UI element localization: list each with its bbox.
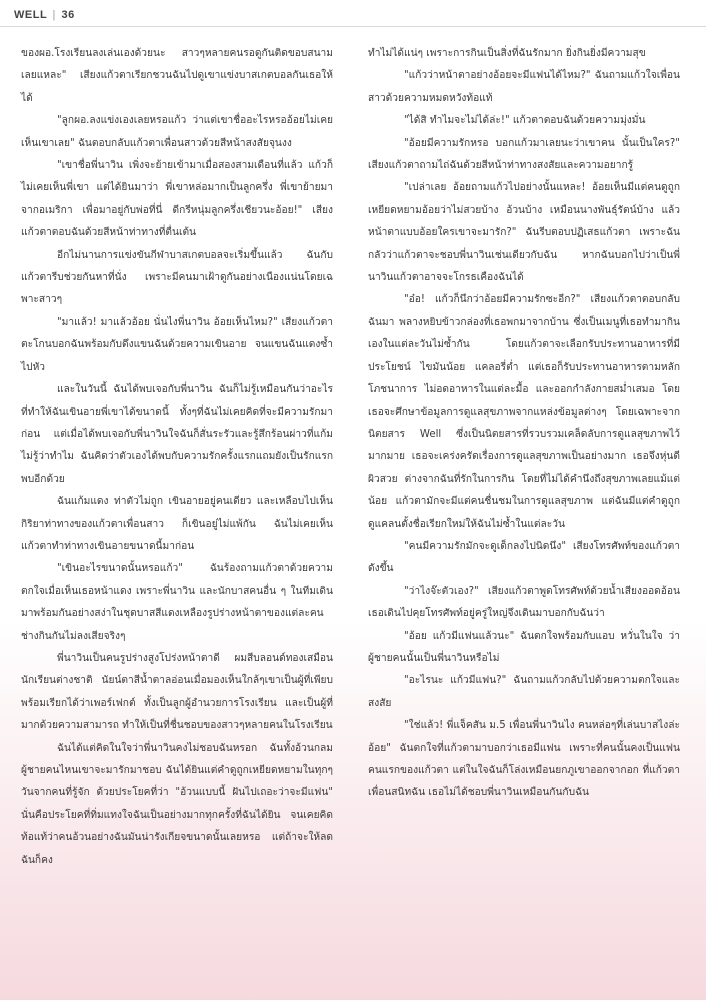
continued-paragraph: ทำไม่ได้แน่ๆ เพราะการกินเป็นสิ่งที่ฉันรักมาก ยิ่งกินยิ่งมีความสุข <box>368 48 646 59</box>
body-paragraph: อีกไม่นานการแข่งขันกีฬาบาสเกตบอลจะเริ่มขึ้นแล้ว ฉันกับแก้วตารีบช่วยกันหาที่นั่ง เพราะมีคนมาเฝ้าดูกันอย่างเนืองแน่นโดยเฉพาะสาวๆ <box>21 249 333 306</box>
body-paragraph: ฉันได้แต่คิดในใจว่าพี่นาวินคงไม่ชอบฉันหรอก ฉันทั้งอ้วนกลม ผู้ชายคนไหนเขาจะมารักมาชอบ ฉันได้ยินแต่คำดูถูกเหยียดหยามในทุกๆวันจากคนที่รู้จัก ด้วยประโยคที่ว่า "อ้วนแบบนี้ ฝันไปเถอะว่าจะมีแฟน" นั่นคือประโยคที่ทิ่มแทงใจฉันเป็นอย่างมากทุกครั้งที่ฉันได้ยิน จนเคยคิดท้อแท้ว่าคนอ้วนอย่างฉันมันน่ารังเกียจขนาดนั้นเลยหรอ แต่ถ้าจะให้ลด ฉันก็คง <box>21 742 333 866</box>
header-divider <box>0 26 706 27</box>
body-paragraph: และในวันนี้ ฉันได้พบเจอกับพี่นาวิน ฉันก็ไม่รู้เหมือนกันว่าอะไรที่ทำให้ฉันเขินอายพี่เขาได้ขนาดนี้ ทั้งๆที่ฉันไม่เคยคิดที่จะมีความรักมาก่อน แต่เมื่อได้พบเจอกับพี่นาวินใจฉันก็สั่นระรัวและรู้สึกร้อนผ่าวที่แก้มไม่รู้ว่าทำไม ฉันคิดว่าตัวเองได้พบกับความรักครั้งแรกแถมยังเป็นรักแรกพบอีกด้วย <box>21 384 333 485</box>
body-paragraph: "ลูกผอ.ลงแข่งเองเลยหรอแก้ว ว่าแต่เขาชื่ออะไรหรออ้อยไม่เคยเห็นเขาเลย" ฉันตอบกลับแก้วตาเพื่อนสาวด้วยสีหน้าสงสัยจุนงง <box>21 115 333 149</box>
body-paragraph: "อ้อย แก้วมีแฟนแล้วนะ" ฉันตกใจพร้อมกับแอบ หวั่นในใจ ว่าผู้ชายคนนั้นเป็นพี่นาวินหรือไม่ <box>368 630 680 664</box>
body-paragraph: "ว่าไงจ๊ะตัวเอง?" เสียงแก้วตาพูดโทรศัพท์ด้วยน้ำเสียงออดอ้อน เธอเดินไปคุยโทรศัพท์อยู่ครู่ใหญ่จึงเดินมาบอกกับฉันว่า <box>368 585 680 620</box>
body-paragraph: "เขาชื่อพี่นาวิน เพิ่งจะย้ายเข้ามาเมื่อสองสามเดือนที่แล้ว แก้วก็ไม่เคยเห็นพี่เขา แต่ได้ยินมาว่า พี่เขาหล่อมากเป็นลูกครึ่ง พี่เขาย้ายมาจากอเมริกา เพื่อมาอยู่กับพ่อที่นี่ ดีกรีหนุ่มลูกครึ่งเชียวนะอ้อย!" เสียงแก้วตาตอบฉันด้วยสีหน้าท่าทางที่ตื่นเต้น <box>21 160 333 239</box>
left-column <box>21 43 333 872</box>
body-paragraph: ฉันแก้มแดง ท่าตัวไม่ถูก เขินอายอยู่คนเดียว และเหลือบไปเห็นกิริยาท่าทางของแก้วตาเพื่อนสาว ก็เขินอยู่ไม่แพ้กัน ฉันไม่เคยเห็นแก้วตาทำท่าทางเขินอายขนาดนี้มาก่อน <box>21 496 333 552</box>
body-paragraph: "ได้สิ ทำไมจะไม่ได้ล่ะ!" แก้วตาตอบฉันด้วยความมุ่งมั่น <box>404 115 646 127</box>
body-paragraph: "อะไรนะ แก้วมีแฟน?" ฉันถามแก้วกลับไปด้วยความตกใจและสงสัย <box>368 675 680 709</box>
body-paragraph: "ใช่แล้ว! พี่แจ็คสัน ม.5 เพื่อนพี่นาวินไง คนหล่อๆที่เล่นบาสไงล่ะอ้อย" ฉันตกใจที่แก้วตามาบอกว่าเธอมีแฟน เพราะที่คนนั้นคงเป็นแฟนคนแรกของแก้วตา แต่ในใจฉันก็โล่งเหมือนยกภูเขาออกจากอก ที่แก้วตาเพื่อนสนิทฉัน เธอไม่ได้ชอบพี่นาวินเหมือนกันกับฉัน <box>368 720 680 799</box>
body-paragraph: "อ๋อ! แก้วก็นึกว่าอ้อยมีความรักซะอีก?" เสียงแก้วตาตอบกลับฉันมา พลางหยิบข้าวกล่องที่เธอพกมาจากบ้าน ซึ่งเป็นเมนูที่เธอทำมากินเองในแต่ละวันไม่ซ้ำกัน โดยแก้วตาจะเลือกรับประทานอาหารที่มีประโยชน์ ไขมันน้อย แคลอรี่ต่ำ แต่เธอก็รับประทานอาหารตามหลักโภชนาการ ไม่อดอาหารในแต่ละมื้อ และออกกำลังกายสม่ำเสมอ โดยเธอจะศึกษาข้อมูลการดูแลสุขภาพจากแหล่งข้อมูลต่างๆ โดยเฉพาะจากนิตยสาร Well ซึ่งเป็นนิตยสารที่รวบรวมเคล็ดลับการดูแลสุขภาพไว้มากมาย เธอจะเคร่งครัดเรื่องการดูแลสุขภาพเป็นอย่างมาก เธอจึงหุ่นดี ผิวสวย ต่างจากฉันที่รักในการกิน โดยที่ไม่ได้คำนึงถึงสุขภาพเลยแม้แต่น้อย แก้วตามักจะมีแต่คนชื่นชมในการดูแลสุขภาพ แต่ฉันมีแต่คำดูถูกดูแคลนตั้งชื่อเรียกใหม่ให้ฉันไม่ซ้ำในแต่ละวัน <box>368 294 680 530</box>
magazine-name: WELL <box>14 9 47 21</box>
body-paragraph: "แก้วว่าหน้าตาอย่างอ้อยจะมีแฟนได้ไหม?" ฉันถามแก้วใจเพื่อนสาวด้วยความหมดหวังท้อแท้ <box>368 70 680 104</box>
body-paragraph: "อ้อยมีความรักหรอ บอกแก้วมาเลยนะว่าเขาคน นั้นเป็นใคร?" เสียงแก้วตาถามไถ่ฉันด้วยสีหน้าท่าทางสงสัยและความอยากรู้ <box>368 137 680 172</box>
header-separator: | <box>52 9 56 21</box>
continued-paragraph: ของผอ.โรงเรียนลงเล่นเองด้วยนะ สาวๆหลายคนรอดูกันติดขอบสนามเลยแหละ" เสียงแก้วตาเรียกชวนฉันไปดูเขาแข่งบาสเกตบอลกันเธอให้ได้ <box>21 48 333 104</box>
body-paragraph: "เขินอะไรขนาดนั้นหรอแก้ว" ฉันร้องถามแก้วตาด้วยความตกใจเมื่อเห็นเธอหน้าแดง เพราะพี่นาวิน และนักบาสคนอื่น ๆ ในทีมเดินมาพร้อมกันอย่างสง่าในชุดบาสสีแดงเหลืองรูปร่างหน้าตาของแต่ละคนช่างกินกันไม่ลงเสียจริงๆ <box>21 563 333 642</box>
body-paragraph: "เปล่าเลย อ้อยถามแก้วไปอย่างนั้นแหละ! อ้อยเห็นมีแต่คนดูถูกเหยียดหยามอ้อยว่าไม่สวยบ้าง อ้วนบ้าง เหมือนนางพันธุ์รัตน์บ้าง แล้วหน้าตาแบบอ้อยใครเขาจะมารัก?" ฉันรีบตอบปฏิเสธแก้วตา เพราะฉันกลัวว่าแก้วตาจะชอบพี่นาวินเช่นเดียวกับฉัน หากฉันบอกไปว่าเป็นพี่นาวินแก้วตาอาจจะโกรธเคืองฉันได้ <box>368 182 680 284</box>
body-paragraph: "มาแล้ว! มาแล้วอ้อย นั่นไงพี่นาวิน อ้อยเห็นไหม?" เสียงแก้วตาตะโกนบอกฉันพร้อมกับดึงแขนฉันด้วยความเขินอาย จนแขนฉันแดงซ้ำไปหัว <box>21 316 333 373</box>
body-paragraph: "คนมีความรักมักจะดูเด็กลงไปนิดนึง" เสียงโทรศัพท์ของแก้วตาดังขึ้น <box>368 540 680 575</box>
page-number: 36 <box>61 9 75 21</box>
body-paragraph: พี่นาวินเป็นคนรูปร่างสูงโปร่งหน้าตาดี ผมสีบลอนด์ทองเสมือนนักเรียนต่างชาติ นัยน์ตาสีน้ำตาลอ่อนเมื่อมองเห็นใกล้ๆเขาเป็นผู้ที่เพียบพร้อมเรียกได้ว่าเพอร์เฟกต์ ทั้งเป็นลูกผู้อำนวยการโรงเรียน และเป็นผู้ที่มากด้วยความสามารถ ทำให้เป็นที่ชื่นชอบของสาวๆหลายคนในโรงเรียน <box>21 652 333 732</box>
right-column <box>368 43 680 805</box>
page-header <box>14 9 75 21</box>
